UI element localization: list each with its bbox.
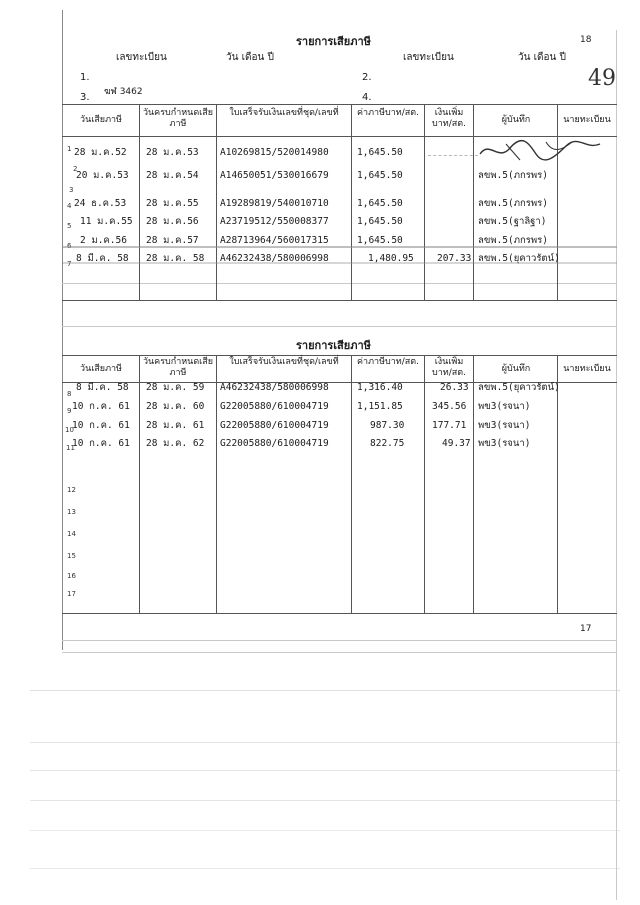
recorder: ลขพ.5(ยุคาวรัตน์) bbox=[478, 253, 560, 264]
top-col-divider-6 bbox=[557, 104, 558, 300]
tax-date: 11 ม.ค.55 bbox=[80, 216, 133, 227]
due-date: 28 ม.ค.53 bbox=[146, 147, 199, 158]
due-date: 28 ม.ค. 60 bbox=[146, 401, 205, 412]
top-table-rule bbox=[62, 283, 617, 284]
top-col-header-date: วันเสียภาษี bbox=[80, 115, 122, 125]
bottom-col-header-extra: เงินเพิ่มบาท/สต. bbox=[432, 357, 466, 378]
bottom-col-header-receipt: ใบเสร็จรับเงินเลขที่ชุด/เลขที่ bbox=[229, 357, 339, 367]
scan-noise-line bbox=[30, 800, 620, 801]
row-number: 3 bbox=[69, 186, 74, 194]
reg-header-1: เลขทะเบียน bbox=[116, 52, 167, 63]
reg-line-3-no: 3. bbox=[80, 92, 90, 103]
top-col-divider-4 bbox=[424, 104, 425, 300]
top-col-header-recorder: ผู้บันทึก bbox=[501, 115, 531, 125]
row-number: 8 bbox=[67, 390, 72, 398]
receipt-number: A46232438/580006998 bbox=[220, 382, 329, 393]
row-number: 5 bbox=[67, 222, 72, 230]
top-col-header-tax: ค่าภาษีบาท/สต. bbox=[357, 108, 419, 118]
empty-row-number: 17 bbox=[67, 590, 76, 598]
extra-amount: 207.33 bbox=[437, 253, 472, 264]
bottom-col-header-date: วันเสียภาษี bbox=[80, 364, 122, 374]
bottom-section-top-rule bbox=[62, 326, 617, 327]
receipt-number: A14650051/530016679 bbox=[220, 170, 329, 181]
empty-row-number: 12 bbox=[67, 486, 76, 494]
empty-row-number: 15 bbox=[67, 552, 76, 560]
row-number: 10 bbox=[65, 426, 74, 434]
bottom-col-header-registrar: นายทะเบียน bbox=[563, 364, 611, 374]
due-date: 28 ม.ค.54 bbox=[146, 170, 199, 181]
bottom-section-title: รายการเสียภาษี bbox=[296, 339, 371, 352]
tax-amount: 1,480.95 bbox=[368, 253, 414, 264]
bottom-table-bottom-border bbox=[62, 613, 617, 614]
extra-amount: 177.71 bbox=[432, 420, 467, 431]
top-table-bottom-border bbox=[62, 300, 617, 301]
reg-line-2-no: 2. bbox=[362, 72, 372, 83]
top-col-divider-5 bbox=[473, 104, 474, 300]
receipt-number: A23719512/550008377 bbox=[220, 216, 329, 227]
top-table-top-border bbox=[62, 104, 617, 105]
extra-amount: 345.56 bbox=[432, 401, 467, 412]
scan-noise-line bbox=[30, 690, 620, 691]
scan-noise-line bbox=[30, 830, 620, 831]
empty-row-number: 14 bbox=[67, 530, 76, 538]
tax-amount: 987.30 bbox=[370, 420, 405, 431]
page-number-bottom: 17 bbox=[580, 624, 592, 634]
row-number: 7 bbox=[67, 260, 72, 268]
empty-row-number: 16 bbox=[67, 572, 76, 580]
receipt-number: A19289819/540010710 bbox=[220, 198, 329, 209]
top-col-header-extra: เงินเพิ่มบาท/สต. bbox=[432, 108, 466, 129]
row-number: 9 bbox=[67, 407, 72, 415]
reg-line-1-no: 1. bbox=[80, 72, 90, 83]
bottom-col-divider-5 bbox=[473, 355, 474, 613]
recorder: ลขพ.5(ยุคาวรัตน์) bbox=[478, 382, 560, 393]
tax-amount: 1,645.50 bbox=[357, 235, 403, 246]
extra-amount: 26.33 bbox=[440, 382, 469, 393]
bottom-col-header-tax: ค่าภาษีบาท/สต. bbox=[357, 357, 419, 367]
scan-noise-line bbox=[30, 868, 620, 869]
top-col-header-due: วันครบกำหนดเสียภาษี bbox=[142, 108, 214, 129]
row-number: 11 bbox=[66, 444, 75, 452]
tax-date: 2 ม.ค.56 bbox=[80, 235, 127, 246]
handwritten-page-number: 49 bbox=[588, 66, 616, 91]
bottom-col-divider-1 bbox=[139, 355, 140, 613]
recorder: พข3(รจนา) bbox=[478, 401, 531, 412]
tax-date: 20 ม.ค.53 bbox=[76, 170, 129, 181]
date-header-1: วัน เดือน ปี bbox=[226, 52, 274, 63]
page-number-top: 18 bbox=[580, 35, 592, 45]
due-date: 28 ม.ค.57 bbox=[146, 235, 199, 246]
scan-noise-line bbox=[62, 652, 617, 653]
due-date: 28 ม.ค.56 bbox=[146, 216, 199, 227]
receipt-number: A10269815/520014980 bbox=[220, 147, 329, 158]
bottom-col-divider-2 bbox=[216, 355, 217, 613]
bottom-col-divider-3 bbox=[351, 355, 352, 613]
faint-stamp-mark bbox=[428, 155, 478, 166]
top-col-divider-1 bbox=[139, 104, 140, 300]
tax-date: 24 ธ.ค.53 bbox=[74, 198, 127, 209]
tax-date: 10 ก.ค. 61 bbox=[72, 420, 130, 431]
due-date: 28 ม.ค.55 bbox=[146, 198, 199, 209]
due-date: 28 ม.ค. 61 bbox=[146, 420, 205, 431]
extra-amount: 49.37 bbox=[442, 438, 471, 449]
receipt-number: A46232438/580006998 bbox=[220, 253, 329, 264]
top-col-divider-3 bbox=[351, 104, 352, 300]
recorder: ลขพ.5(ฐาลิฐา) bbox=[478, 216, 547, 227]
tax-amount: 1,151.85 bbox=[357, 401, 403, 412]
tax-amount: 1,645.50 bbox=[357, 170, 403, 181]
tax-date: 10 ก.ค. 61 bbox=[72, 438, 130, 449]
scan-streak bbox=[62, 262, 617, 264]
scan-noise-line bbox=[30, 770, 620, 771]
left-margin-line bbox=[62, 10, 63, 650]
bottom-col-header-due: วันครบกำหนดเสียภาษี bbox=[142, 357, 214, 378]
recorder: ลขพ.5(ภกรพร) bbox=[478, 198, 548, 209]
top-col-header-registrar: นายทะเบียน bbox=[563, 115, 611, 125]
bottom-col-divider-4 bbox=[424, 355, 425, 613]
reg-header-2: เลขทะเบียน bbox=[403, 52, 454, 63]
row-number: 2 bbox=[73, 165, 78, 173]
recorder: พข3(รจนา) bbox=[478, 438, 531, 449]
due-date: 28 ม.ค. 62 bbox=[146, 438, 205, 449]
receipt-number: A28713964/560017315 bbox=[220, 235, 329, 246]
empty-row-number: 13 bbox=[67, 508, 76, 516]
tax-amount: 1,645.50 bbox=[357, 216, 403, 227]
tax-amount: 1,645.50 bbox=[357, 147, 403, 158]
tax-amount: 1,645.50 bbox=[357, 198, 403, 209]
date-header-2: วัน เดือน ปี bbox=[518, 52, 566, 63]
tax-date: 8 มี.ค. 58 bbox=[76, 382, 129, 393]
scan-noise-line bbox=[62, 640, 617, 641]
tax-date: 10 ก.ค. 61 bbox=[72, 401, 130, 412]
receipt-number: G22005880/610004719 bbox=[220, 401, 329, 412]
receipt-number: G22005880/610004719 bbox=[220, 420, 329, 431]
signature-scribble bbox=[476, 136, 606, 166]
recorder: ลขพ.5(ภกรพร) bbox=[478, 170, 548, 181]
row-number: 1 bbox=[67, 145, 72, 153]
due-date: 28 ม.ค. 59 bbox=[146, 382, 205, 393]
row-number: 4 bbox=[67, 202, 72, 210]
receipt-number: G22005880/610004719 bbox=[220, 438, 329, 449]
bottom-col-header-recorder: ผู้บันทึก bbox=[501, 364, 531, 374]
scan-streak bbox=[62, 246, 617, 248]
tax-date: 8 มี.ค. 58 bbox=[76, 253, 129, 264]
top-section-title: รายการเสียภาษี bbox=[296, 35, 371, 48]
tax-date: 28 ม.ค.52 bbox=[74, 147, 127, 158]
scan-noise-line bbox=[30, 742, 620, 743]
tax-amount: 1,316.40 bbox=[357, 382, 403, 393]
top-col-divider-2 bbox=[216, 104, 217, 300]
reg-line-3-value: ฆฬ 3462 bbox=[104, 87, 143, 97]
tax-amount: 822.75 bbox=[370, 438, 405, 449]
due-date: 28 ม.ค. 58 bbox=[146, 253, 205, 264]
top-col-header-receipt: ใบเสร็จรับเงินเลขที่ชุด/เลขที่ bbox=[229, 108, 339, 118]
recorder: ลขพ.5(ภกรพร) bbox=[478, 235, 548, 246]
reg-line-4-no: 4. bbox=[362, 92, 372, 103]
recorder: พข3(รจนา) bbox=[478, 420, 531, 431]
bottom-table-top-border bbox=[62, 355, 617, 356]
